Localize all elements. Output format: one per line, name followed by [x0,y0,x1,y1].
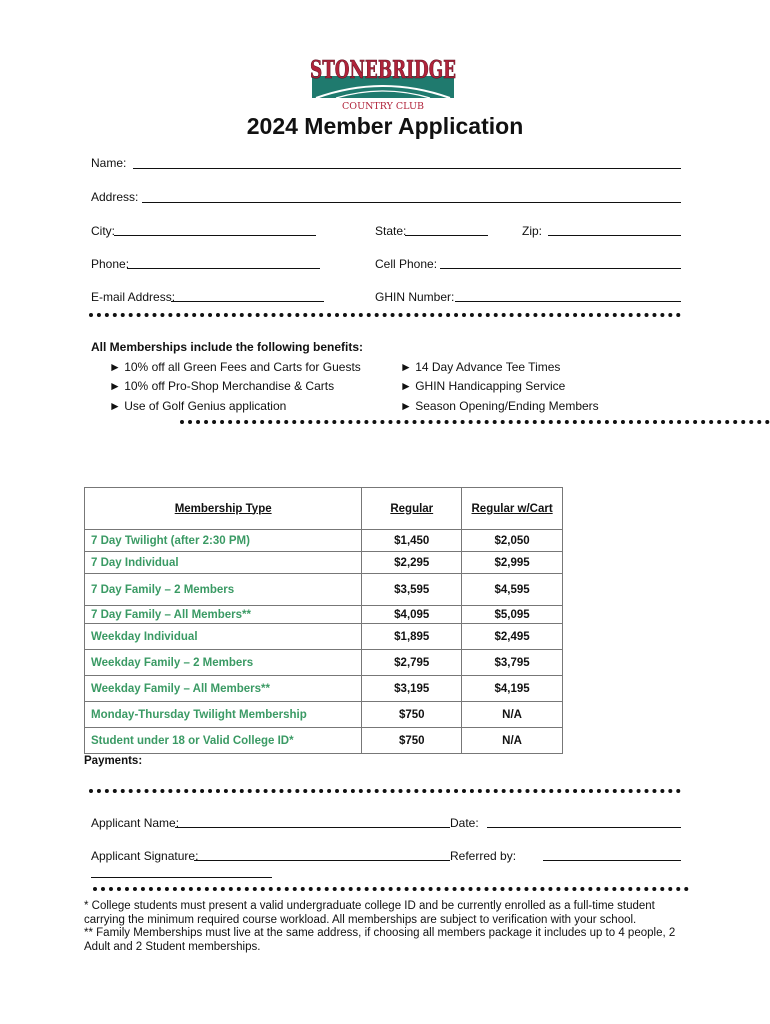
name-field[interactable] [133,168,681,169]
email-field[interactable] [171,301,324,302]
table-row [85,728,563,754]
applicant-name-label: Applicant Name: [91,816,180,830]
table-row [85,624,563,650]
price-cart: $4,195 [462,676,563,702]
table-row [85,606,563,624]
price-cart: $2,050 [462,530,563,552]
price-cart: $2,995 [462,552,563,574]
price-cart: N/A [462,728,563,754]
address-label: Address: [91,190,139,204]
cell-phone-label: Cell Phone: [375,257,438,271]
benefit-item: ► 10% off Pro-Shop Merchandise & Carts [109,379,335,393]
address-field[interactable] [142,202,681,203]
price-regular: $3,195 [362,676,462,702]
logo-wordmark: STONEBRIDGE [310,55,456,84]
applicant-name-field[interactable] [175,827,450,828]
membership-name: Monday-Thursday Twilight Membership [85,702,362,728]
table-row [85,552,563,574]
page-title: 2024 Member Application [246,113,524,139]
price-regular: $3,595 [362,574,462,606]
table-row [85,702,563,728]
price-cart: $2,495 [462,624,563,650]
membership-name: 7 Day Family – All Members** [85,606,362,624]
membership-name: Student under 18 or Valid College ID* [85,728,362,754]
price-regular: $750 [362,728,462,754]
divider [89,313,681,317]
date-field[interactable] [487,827,681,828]
footnotes [84,900,684,954]
benefit-item: ► Season Opening/Ending Members [400,399,599,413]
payments-label: Payments: [84,755,143,767]
membership-name: Weekday Individual [85,624,362,650]
price-regular: $4,095 [362,606,462,624]
price-regular: $1,895 [362,624,462,650]
phone-field[interactable] [127,268,320,269]
benefit-item: ► Use of Golf Genius application [109,399,287,413]
membership-name: 7 Day Family – 2 Members [85,574,362,606]
referred-by-field[interactable] [543,860,681,861]
table-row [85,650,563,676]
applicant-signature-label: Applicant Signature: [91,849,199,863]
date-label: Date: [450,816,479,830]
price-regular: $1,450 [362,530,462,552]
footnote-family: ** Family Memberships must live at the same address, if choosing all members package it includes up to 4 people, 2 Adult and 2 Student memberships. [84,927,676,953]
divider [89,789,681,793]
membership-table [84,487,563,754]
column-header: Regular w/Cart [462,488,563,530]
price-cart: $5,095 [462,606,563,624]
state-field[interactable] [405,235,488,236]
membership-name: 7 Day Individual [85,552,362,574]
membership-name: 7 Day Twilight (after 2:30 PM) [85,530,362,552]
price-regular: $2,795 [362,650,462,676]
price-regular: $2,295 [362,552,462,574]
divider [93,887,689,891]
zip-field[interactable] [548,235,681,236]
divider [180,420,770,424]
membership-name: Weekday Family – All Members** [85,676,362,702]
column-header: Membership Type [85,488,362,530]
table-row [85,676,563,702]
table-row [85,574,563,606]
ghin-field[interactable] [455,301,681,302]
signature-extra-line [91,877,272,878]
city-label: City: [91,224,115,238]
membership-name: Weekday Family – 2 Members [85,650,362,676]
club-logo [306,52,460,112]
cell-phone-field[interactable] [440,268,681,269]
price-regular: $750 [362,702,462,728]
referred-by-label: Referred by: [450,849,517,863]
name-label: Name: [91,156,127,170]
footnote-student: * College students must present a valid undergraduate college ID and be currently enrolled as a full-time student carrying the minimum required course workload. All memberships are subject to verification with your school. [84,900,655,926]
benefits-heading: All Memberships include the following benefits: [91,340,364,354]
phone-label: Phone: [91,257,130,271]
price-cart: $3,795 [462,650,563,676]
email-label: E-mail Address: [91,290,176,304]
column-header: Regular [362,488,462,530]
applicant-signature-field[interactable] [194,860,450,861]
logo-subtitle: COUNTRY CLUB [342,101,424,112]
benefit-item: ► 14 Day Advance Tee Times [400,360,561,374]
table-header-row [85,488,563,530]
state-label: State: [375,224,407,238]
ghin-label: GHIN Number: [375,290,455,304]
benefit-item: ► GHIN Handicapping Service [400,379,566,393]
table-row [85,530,563,552]
zip-label: Zip: [522,224,543,238]
price-cart: $4,595 [462,574,563,606]
benefit-item: ► 10% off all Green Fees and Carts for Guests [109,360,361,374]
city-field[interactable] [114,235,316,236]
price-cart: N/A [462,702,563,728]
